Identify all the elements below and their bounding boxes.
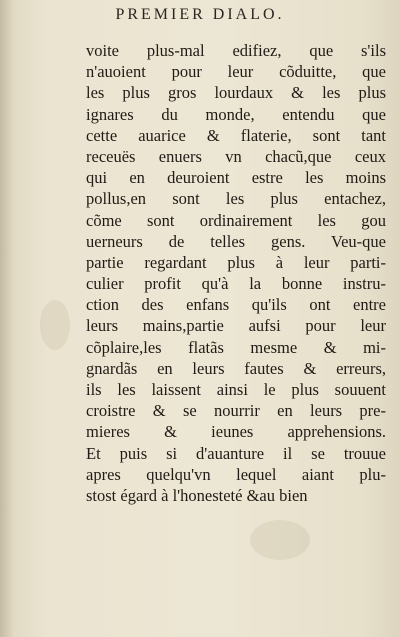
text-line: voite plus-mal edifiez, que s'ils [86,41,386,60]
text-line: qui en deuroient estre les moins [86,168,386,188]
text-line: cõme sont ordinairement les gou [86,210,386,230]
body-text [86,40,386,506]
paper-stain [40,300,70,350]
text-line: culier profit qu'à la bonne instru- [86,274,386,294]
text-line: pollus,en sont les plus entachez, [86,189,386,209]
text-line: cõplaire,les flatãs mesme & mi- [86,337,386,357]
text-line: gnardãs en leurs fautes & erreurs, [86,358,386,378]
text-line: receuës enuers vn chacũ,que ceux [86,146,386,166]
running-head: PREMIER DIALO. [115,6,285,23]
text-line: ction des enfans qu'ils ont entre [86,295,386,315]
text-line: croistre & se nourrir en leurs pre- [86,401,386,421]
text-line: stost égard à l'honesteté &au bien [86,485,308,505]
text-line: cette auarice & flaterie, sont tant [86,125,386,145]
text-line: uerneurs de telles gens. Veu-que [86,231,386,251]
text-line: leurs mains,partie aufsi pour leur [86,316,386,336]
text-line: les plus gros lourdaux & les plus [86,83,386,103]
paper-stain [250,520,310,560]
text-line: ils les laissent ainsi le plus souuent [86,380,386,399]
text-line: Et puis si d'auanture il se trouue [86,443,386,463]
text-line: n'auoient pour leur cõduitte, que [86,62,386,82]
text-line: ignares du monde, entendu que [86,104,386,124]
text-line: mieres & ieunes apprehensions. [86,422,386,442]
spine-shadow [0,0,14,637]
text-line: partie regardant plus à leur parti- [86,252,386,272]
text-line: apres quelqu'vn lequel aiant plu- [86,464,386,484]
